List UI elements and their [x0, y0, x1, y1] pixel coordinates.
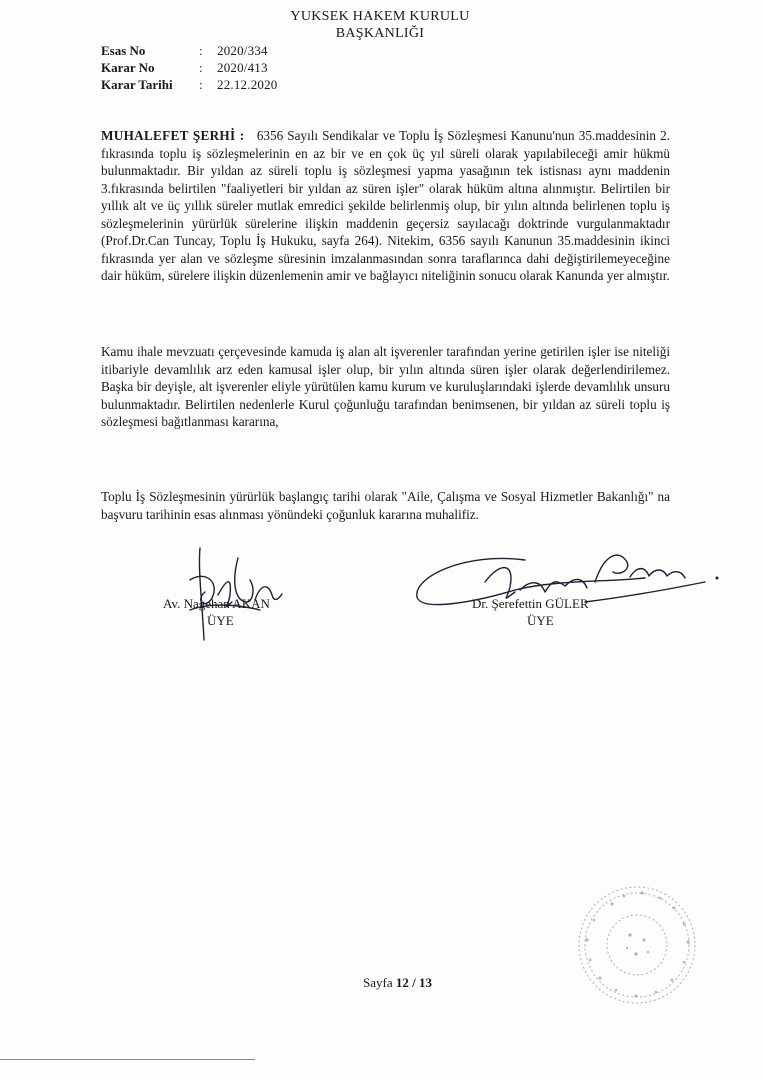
dissent-heading: MUHALEFET ŞERHİ :	[101, 128, 245, 143]
official-seal-stamp	[572, 880, 702, 1010]
paragraph-text: 6356 Sayılı Sendikalar ve Toplu İş Sözleşmesi Kanunu'nun 35.maddesinin 2. fıkrasında toplu iş sözleşmelerinin en az bir ve en çok üç yıl süreli olarak yapılabileceği amir hükmü bulunmaktadır. Bir yıldan az süreli toplu iş sözleşmesi yapma yasağının tek istisnası aynı maddenin 3.fıkrasında belirtilen "faaliyetleri bir yıldan az süren işler" olarak hüküm altına alınmıştır. Belirtilen bir yıllık alt ve üç yıllık süreler mutlak emredici şekilde belirlenmiş olup, bir yılın altında belirlenen toplu iş sözleşmelerinin yürürlük sürelerine ilişkin maddenin geçersiz sayılacağı doktrinde vurgulanmaktadır (Prof.Dr.Can Tuncay, Toplu İş Hukuku, sayfa 264). Nitekim, 6356 sayılı Kanunun 35.maddesinin ikinci fıkrasında yer alan ve sözleşme süresinin imzalanmasından sonra taraflarınca dahi değiştirilemeyeceğine dair hüküm, sürelere ilişkin düzenlemenin amir ve bağlayıcı niteliğinin sonucu olarak Kanunda yer almıştır.	[101, 128, 671, 283]
meta-row-karar-tarihi	[101, 76, 278, 93]
signatory-role-right: ÜYE	[527, 613, 554, 628]
meta-colon: :	[199, 60, 203, 75]
institution-header	[290, 8, 470, 42]
meta-label: Esas No	[101, 43, 146, 58]
paragraph-text: Kamu ihale mevzuatı çerçevesinde kamuda iş alan alt işverenler tarafından yerine getirilen işler ise niteliği itibariyle devamlılık arz eden kamusal işler olup, bir yılın altında süren işler olarak değerlendirilemez. Başka bir deyişle, alt işverenler eliyle yürütülen kamu kurum ve kuruluşlarındaki işlerde devamlılık unsuru bulunmaktadır. Belirtilen nedenlerle Kurul çoğunluğu tarafından benimsenen, bir yıldan az süreli toplu iş sözleşmesi bağıtlanması kararına,	[101, 344, 670, 429]
meta-label: Karar Tarihi	[101, 77, 173, 92]
meta-colon: :	[199, 77, 203, 92]
page-number-value: 12 / 13	[395, 975, 432, 990]
scan-edge-line	[0, 1059, 255, 1060]
meta-value: 2020/413	[217, 60, 268, 75]
dissent-paragraph-1	[101, 127, 670, 285]
signature-left	[160, 540, 310, 650]
meta-label: Karar No	[101, 60, 155, 75]
page-number	[363, 975, 432, 991]
meta-row-karar	[101, 59, 278, 76]
meta-value: 2020/334	[217, 43, 268, 58]
page-number-prefix: Sayfa	[363, 975, 393, 990]
signatory-role-left: ÜYE	[207, 613, 234, 628]
case-metadata	[101, 42, 278, 93]
signature-right	[405, 542, 725, 637]
meta-row-esas	[101, 42, 278, 59]
meta-colon: :	[199, 43, 203, 58]
paragraph-text: Toplu İş Sözleşmesinin yürürlük başlangıç tarihi olarak "Aile, Çalışma ve Sosyal Hizmetler Bakanlığı" na başvuru tarihinin esas alınması yönündeki çoğunluk kararına muhalifiz.	[101, 489, 670, 522]
header-line-1: YUKSEK HAKEM KURULU	[290, 9, 470, 24]
signatory-name-right: Dr. Şerefettin GÜLER	[472, 596, 589, 611]
meta-value: 22.12.2020	[217, 77, 278, 92]
dissent-paragraph-3	[101, 488, 670, 523]
dissent-paragraph-2	[101, 343, 670, 431]
header-line-2: BAŞKANLIĞI	[335, 26, 425, 41]
signatory-name-left: Av. Nagehan AKAN	[163, 596, 270, 611]
